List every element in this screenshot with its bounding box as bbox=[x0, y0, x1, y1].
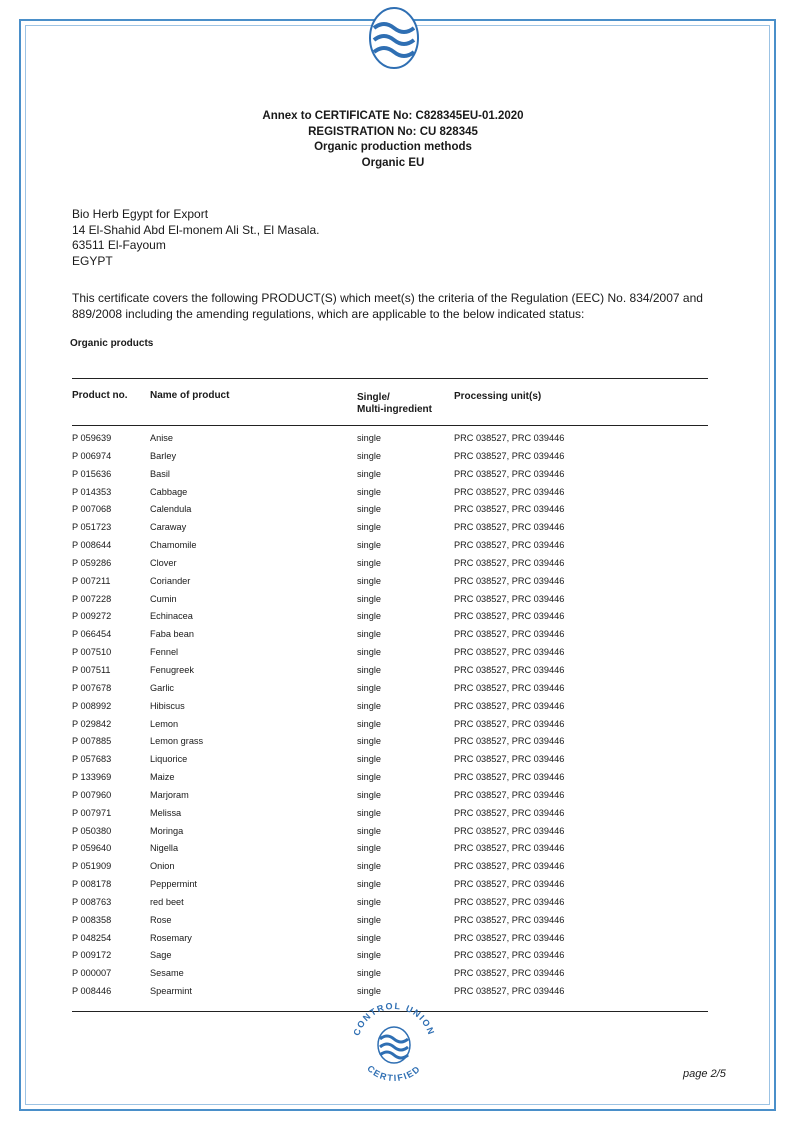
table-row bbox=[0, 968, 800, 986]
product-no-cell: P 059639 bbox=[72, 433, 112, 443]
table-header-rule bbox=[72, 425, 708, 426]
ingredient-type-cell: single bbox=[357, 575, 382, 586]
product-name-cell: Fennel bbox=[150, 647, 179, 658]
table-row bbox=[0, 433, 800, 451]
processing-units-cell: PRC 038527, PRC 039446 bbox=[454, 433, 565, 443]
ingredient-type-cell: single bbox=[357, 843, 382, 854]
table-row bbox=[0, 522, 800, 540]
product-name-cell: Moringa bbox=[150, 825, 184, 836]
page-number: page 2/5 bbox=[683, 1068, 726, 1080]
table-row bbox=[0, 772, 800, 790]
ingredient-type-cell: single bbox=[357, 647, 382, 658]
table-row bbox=[0, 611, 800, 629]
processing-units-cell: PRC 038527, PRC 039446 bbox=[454, 950, 565, 961]
product-name-cell: Melissa bbox=[150, 807, 182, 818]
product-name-cell: Fenugreek bbox=[150, 664, 194, 675]
table-row bbox=[0, 629, 800, 647]
product-no-cell: P 048254 bbox=[72, 932, 112, 943]
product-no-cell: P 015636 bbox=[72, 468, 112, 479]
production-method: Organic production methods bbox=[314, 141, 472, 153]
product-name-cell: Sesame bbox=[150, 968, 184, 979]
table-row bbox=[0, 487, 800, 505]
product-name-cell: Caraway bbox=[150, 522, 187, 533]
ingredient-type-cell: single bbox=[357, 950, 382, 961]
product-no-cell: P 008446 bbox=[72, 986, 112, 997]
table-row bbox=[0, 683, 800, 701]
processing-units-cell: PRC 038527, PRC 039446 bbox=[454, 647, 565, 658]
product-no-cell: P 051909 bbox=[72, 861, 112, 872]
header-processing-units: Processing unit(s) bbox=[454, 391, 542, 402]
certificate-number: Annex to CERTIFICATE No: C828345EU-01.2020 bbox=[262, 110, 524, 122]
product-name-cell: Maize bbox=[150, 772, 175, 783]
table-row bbox=[0, 897, 800, 915]
product-name-cell: Clover bbox=[150, 557, 177, 568]
table-row bbox=[0, 647, 800, 665]
city-address: 63511 El-Fayoum bbox=[72, 238, 166, 253]
product-no-cell: P 059640 bbox=[72, 843, 112, 854]
processing-units-cell: PRC 038527, PRC 039446 bbox=[454, 843, 565, 854]
product-name-cell: Nigella bbox=[150, 843, 179, 854]
product-no-cell: P 014353 bbox=[72, 486, 112, 497]
table-row bbox=[0, 469, 800, 487]
processing-units-cell: PRC 038527, PRC 039446 bbox=[454, 450, 565, 461]
processing-units-cell: PRC 038527, PRC 039446 bbox=[454, 557, 565, 568]
product-name-cell: Sage bbox=[150, 950, 172, 961]
product-no-cell: P 007211 bbox=[72, 575, 111, 586]
product-name-cell: Calendula bbox=[150, 504, 192, 515]
ingredient-type-cell: single bbox=[357, 986, 382, 997]
product-name-cell: Rosemary bbox=[150, 932, 192, 943]
control-union-logo-top bbox=[362, 4, 426, 74]
product-name-cell: Spearmint bbox=[150, 986, 192, 997]
table-row bbox=[0, 736, 800, 754]
table-row bbox=[0, 558, 800, 576]
table-row bbox=[0, 861, 800, 879]
processing-units-cell: PRC 038527, PRC 039446 bbox=[454, 896, 565, 907]
product-no-cell: P 009272 bbox=[72, 611, 112, 622]
product-no-cell: P 007885 bbox=[72, 736, 112, 747]
processing-units-cell: PRC 038527, PRC 039446 bbox=[454, 682, 565, 693]
processing-units-cell: PRC 038527, PRC 039446 bbox=[454, 486, 565, 497]
company-name: Bio Herb Egypt for Export bbox=[72, 207, 209, 221]
processing-units-cell: PRC 038527, PRC 039446 bbox=[454, 575, 565, 586]
section-title: Organic products bbox=[70, 338, 154, 349]
product-name-cell: Basil bbox=[150, 468, 170, 479]
table-row bbox=[0, 504, 800, 522]
processing-units-cell: PRC 038527, PRC 039446 bbox=[454, 754, 565, 765]
table-row bbox=[0, 594, 800, 612]
ingredient-type-cell: single bbox=[357, 611, 382, 622]
table-row bbox=[0, 808, 800, 826]
product-no-cell: P 007068 bbox=[72, 504, 112, 515]
ingredient-type-cell: single bbox=[357, 468, 382, 479]
product-name-cell: Liquorice bbox=[150, 754, 188, 765]
ingredient-type-cell: single bbox=[357, 754, 382, 765]
ingredient-type-cell: single bbox=[357, 932, 382, 943]
product-no-cell: P 007678 bbox=[72, 682, 112, 693]
ingredient-type-cell: single bbox=[357, 504, 382, 515]
product-no-cell: P 000007 bbox=[72, 968, 112, 979]
product-name-cell: Lemon grass bbox=[150, 736, 204, 747]
product-name-cell: Garlic bbox=[150, 682, 174, 693]
header-product-no: Product no. bbox=[72, 390, 128, 401]
table-row bbox=[0, 665, 800, 683]
processing-units-cell: PRC 038527, PRC 039446 bbox=[454, 932, 565, 943]
street-address: 14 El-Shahid Abd El-monem Ali St., El Masala. bbox=[72, 222, 320, 237]
product-name-cell: Anise bbox=[150, 433, 173, 443]
processing-units-cell: PRC 038527, PRC 039446 bbox=[454, 807, 565, 818]
product-no-cell: P 008178 bbox=[72, 879, 112, 890]
intro-paragraph: This certificate covers the following PRODUCT(S) which meet(s) the criteria of the Regulation (EEC) No. 834/2007 and 889/2008 including the amending regulations, which are applicable to the below indicated status: bbox=[72, 291, 703, 321]
product-no-cell: P 008644 bbox=[72, 540, 112, 551]
product-no-cell: P 008763 bbox=[72, 896, 112, 907]
product-name-cell: Echinacea bbox=[150, 611, 193, 622]
product-no-cell: P 006974 bbox=[72, 450, 112, 461]
certificate-header bbox=[0, 109, 786, 171]
address-block bbox=[72, 207, 319, 270]
product-name-cell: Faba bean bbox=[150, 629, 194, 640]
processing-units-cell: PRC 038527, PRC 039446 bbox=[454, 736, 565, 747]
product-name-cell: Cumin bbox=[150, 593, 177, 604]
table-row bbox=[0, 843, 800, 861]
ingredient-type-cell: single bbox=[357, 557, 382, 568]
ingredient-type-cell: single bbox=[357, 522, 382, 533]
product-no-cell: P 066454 bbox=[72, 629, 112, 640]
processing-units-cell: PRC 038527, PRC 039446 bbox=[454, 664, 565, 675]
ingredient-type-cell: single bbox=[357, 593, 382, 604]
product-name-cell: Coriander bbox=[150, 575, 191, 586]
product-name-cell: Chamomile bbox=[150, 540, 197, 551]
ingredient-type-cell: single bbox=[357, 736, 382, 747]
product-name-cell: Rose bbox=[150, 914, 172, 925]
product-table-body bbox=[0, 433, 800, 1004]
processing-units-cell: PRC 038527, PRC 039446 bbox=[454, 825, 565, 836]
table-row bbox=[0, 790, 800, 808]
table-row bbox=[0, 950, 800, 968]
table-row bbox=[0, 826, 800, 844]
ingredient-type-cell: single bbox=[357, 664, 382, 675]
ingredient-type-cell: single bbox=[357, 629, 382, 640]
ingredient-type-cell: single bbox=[357, 682, 382, 693]
ingredient-type-cell: single bbox=[357, 433, 382, 443]
ingredient-type-cell: single bbox=[357, 896, 382, 907]
product-no-cell: P 009172 bbox=[72, 950, 112, 961]
product-no-cell: P 007511 bbox=[72, 664, 111, 675]
product-no-cell: P 050380 bbox=[72, 825, 112, 836]
table-row bbox=[0, 540, 800, 558]
country: EGYPT bbox=[72, 254, 113, 269]
ingredient-type-cell: single bbox=[357, 861, 382, 872]
ingredient-type-cell: single bbox=[357, 718, 382, 729]
product-no-cell: P 029842 bbox=[72, 718, 112, 729]
processing-units-cell: PRC 038527, PRC 039446 bbox=[454, 914, 565, 925]
product-no-cell: P 007971 bbox=[72, 807, 112, 818]
svg-text:CERTIFIED: CERTIFIED bbox=[365, 1063, 423, 1084]
ingredient-type-cell: single bbox=[357, 700, 382, 711]
header-product-name: Name of product bbox=[150, 390, 230, 401]
processing-units-cell: PRC 038527, PRC 039446 bbox=[454, 879, 565, 890]
product-no-cell: P 051723 bbox=[72, 522, 112, 533]
processing-units-cell: PRC 038527, PRC 039446 bbox=[454, 789, 565, 800]
product-name-cell: Onion bbox=[150, 861, 175, 872]
ingredient-type-cell: single bbox=[357, 540, 382, 551]
ingredient-type-cell: single bbox=[357, 486, 382, 497]
processing-units-cell: PRC 038527, PRC 039446 bbox=[454, 522, 565, 533]
ingredient-type-cell: single bbox=[357, 450, 382, 461]
processing-units-cell: PRC 038527, PRC 039446 bbox=[454, 504, 565, 515]
processing-units-cell: PRC 038527, PRC 039446 bbox=[454, 611, 565, 622]
product-no-cell: P 133969 bbox=[72, 772, 112, 783]
processing-units-cell: PRC 038527, PRC 039446 bbox=[454, 468, 565, 479]
processing-units-cell: PRC 038527, PRC 039446 bbox=[454, 986, 565, 997]
product-name-cell: Barley bbox=[150, 450, 177, 461]
ingredient-type-cell: single bbox=[357, 789, 382, 800]
table-row bbox=[0, 719, 800, 737]
processing-units-cell: PRC 038527, PRC 039446 bbox=[454, 593, 565, 604]
table-top-rule bbox=[72, 378, 708, 379]
product-name-cell: Hibiscus bbox=[150, 700, 185, 711]
table-row bbox=[0, 915, 800, 933]
table-row bbox=[0, 701, 800, 719]
control-union-certified-seal bbox=[344, 1001, 444, 1085]
processing-units-cell: PRC 038527, PRC 039446 bbox=[454, 540, 565, 551]
product-name-cell: red beet bbox=[150, 896, 184, 907]
table-row bbox=[0, 754, 800, 772]
table-row bbox=[0, 933, 800, 951]
product-no-cell: P 008992 bbox=[72, 700, 112, 711]
table-row bbox=[0, 451, 800, 469]
registration-number: REGISTRATION No: CU 828345 bbox=[308, 125, 478, 138]
svg-text:CONTROL UNION: CONTROL UNION bbox=[351, 1001, 437, 1037]
ingredient-type-cell: single bbox=[357, 772, 382, 783]
standard-name: Organic EU bbox=[361, 156, 425, 169]
product-no-cell: P 059286 bbox=[72, 557, 112, 568]
table-row bbox=[0, 576, 800, 594]
product-no-cell: P 007510 bbox=[72, 647, 112, 658]
product-no-cell: P 007228 bbox=[72, 593, 112, 604]
ingredient-type-cell: single bbox=[357, 968, 382, 979]
ingredient-type-cell: single bbox=[357, 807, 382, 818]
product-name-cell: Marjoram bbox=[150, 789, 189, 800]
processing-units-cell: PRC 038527, PRC 039446 bbox=[454, 968, 565, 979]
processing-units-cell: PRC 038527, PRC 039446 bbox=[454, 772, 565, 783]
processing-units-cell: PRC 038527, PRC 039446 bbox=[454, 861, 565, 872]
ingredient-type-cell: single bbox=[357, 914, 382, 925]
ingredient-type-cell: single bbox=[357, 825, 382, 836]
product-no-cell: P 057683 bbox=[72, 754, 112, 765]
product-name-cell: Peppermint bbox=[150, 879, 197, 890]
product-name-cell: Lemon bbox=[150, 718, 179, 729]
product-name-cell: Cabbage bbox=[150, 486, 188, 497]
product-no-cell: P 008358 bbox=[72, 914, 112, 925]
processing-units-cell: PRC 038527, PRC 039446 bbox=[454, 629, 565, 640]
table-row bbox=[0, 879, 800, 897]
processing-units-cell: PRC 038527, PRC 039446 bbox=[454, 700, 565, 711]
product-no-cell: P 007960 bbox=[72, 789, 112, 800]
ingredient-type-cell: single bbox=[357, 879, 382, 890]
processing-units-cell: PRC 038527, PRC 039446 bbox=[454, 718, 565, 729]
header-ingredient-type: Single/ Multi-ingredient bbox=[357, 392, 432, 415]
